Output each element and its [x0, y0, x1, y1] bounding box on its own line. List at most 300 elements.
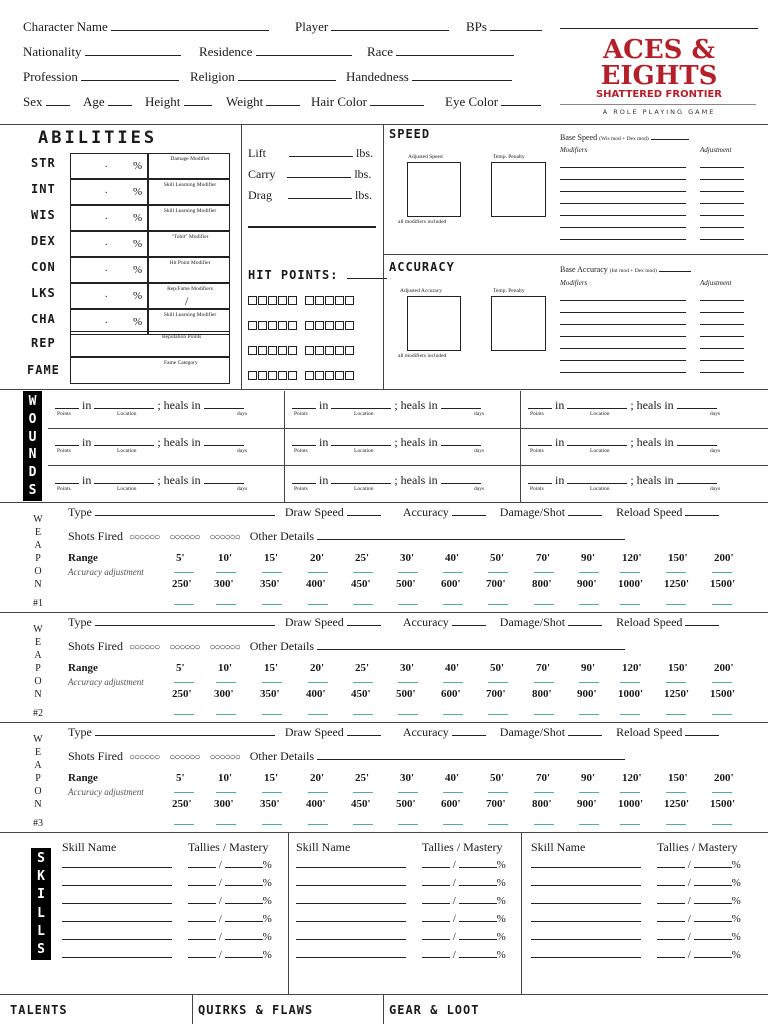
range-adjust-blank[interactable] — [666, 572, 686, 573]
range-adjust-blank[interactable] — [443, 572, 463, 573]
range-adjust-blank[interactable] — [308, 714, 328, 715]
range-adjust-blank[interactable] — [579, 604, 599, 605]
range-adjust-blank[interactable] — [216, 824, 236, 825]
range-adjust-blank[interactable] — [666, 824, 686, 825]
adjustment-line[interactable] — [700, 372, 744, 373]
sex-field[interactable] — [23, 94, 70, 110]
section-divider — [0, 832, 768, 833]
skill-slash: / — [687, 877, 691, 889]
decimal-point: . — [105, 237, 108, 248]
lift-field[interactable] — [248, 146, 373, 161]
weight-label: Weight — [226, 94, 264, 109]
shots-fired-circles[interactable]: ○○○○○○ — [169, 532, 200, 543]
game-logo — [560, 14, 758, 116]
weapon-letter: E — [34, 747, 42, 758]
handedness-field[interactable] — [346, 69, 512, 85]
hit-point-checkbox[interactable] — [258, 346, 267, 355]
modifier-line[interactable] — [560, 300, 686, 301]
column-divider — [284, 391, 285, 502]
range-adjust-blank[interactable] — [353, 572, 373, 573]
weapon-letter: P — [35, 773, 41, 784]
weapon-accuracy-label: Accuracy — [402, 725, 449, 739]
range-adjust-blank[interactable] — [353, 682, 373, 683]
range-adjust-blank[interactable] — [666, 682, 686, 683]
section-divider — [0, 502, 768, 503]
range-adjust-blank[interactable] — [398, 682, 418, 683]
range-adjust-blank[interactable] — [534, 824, 554, 825]
ability-modifier-box[interactable] — [148, 283, 230, 309]
weapon-side-label — [33, 513, 43, 610]
base-speed-field[interactable] — [560, 133, 689, 142]
range-adjust-blank[interactable] — [579, 792, 599, 793]
speed-modifiers-header: Modifiers — [560, 146, 588, 154]
ability-percent: % — [133, 238, 143, 250]
skill-row[interactable] — [531, 875, 741, 889]
ability-modifier-box[interactable] — [148, 179, 230, 205]
hit-point-checkbox[interactable] — [268, 346, 277, 355]
range-adjust-blank[interactable] — [308, 604, 328, 605]
weapon-letter: E — [34, 637, 42, 648]
skill-row[interactable] — [62, 947, 272, 961]
ability-score-box[interactable] — [70, 179, 148, 205]
adjustment-line[interactable] — [700, 348, 744, 349]
range-adjust-blank[interactable] — [620, 824, 640, 825]
skill-percent: % — [496, 877, 506, 889]
range-adjust-blank[interactable] — [534, 714, 554, 715]
weight-field[interactable] — [226, 94, 300, 110]
range-adjust-blank[interactable] — [712, 682, 732, 683]
nationality-field[interactable] — [23, 44, 181, 60]
hit-point-checkbox[interactable] — [288, 346, 297, 355]
column-divider — [520, 391, 521, 502]
ability-percent: % — [133, 160, 143, 172]
sidebar-letter: O — [28, 411, 37, 427]
ability-modifier-box[interactable] — [148, 153, 230, 179]
speed-temp-penalty-box[interactable] — [491, 162, 546, 217]
modifier-line[interactable] — [560, 360, 686, 361]
hit-point-checkbox[interactable] — [305, 346, 314, 355]
tallies-mastery-header: Tallies / Mastery — [657, 840, 738, 854]
sex-label: Sex — [23, 94, 43, 109]
hit-point-checkbox[interactable] — [268, 371, 277, 380]
range-value: 120' — [622, 662, 642, 674]
hit-point-checkbox[interactable] — [345, 346, 354, 355]
profession-field[interactable] — [23, 69, 179, 85]
shots-fired-circles[interactable]: ○○○○○○ — [209, 752, 240, 763]
hit-point-checkbox[interactable] — [278, 346, 287, 355]
hit-point-checkbox[interactable] — [335, 321, 344, 330]
race-field[interactable] — [367, 44, 514, 60]
column-divider — [521, 832, 522, 994]
range-value: 10' — [218, 662, 233, 674]
adjustment-line[interactable] — [700, 167, 744, 168]
ability-score-box[interactable] — [70, 257, 148, 283]
adjusted-accuracy-box[interactable] — [407, 296, 461, 351]
wound-entry[interactable] — [528, 398, 748, 426]
modifier-line[interactable] — [560, 179, 686, 180]
weapon-stats-row — [68, 505, 719, 520]
ability-score-box[interactable] — [70, 205, 148, 231]
hit-point-checkbox[interactable] — [345, 296, 354, 305]
range-adjust-blank[interactable] — [534, 792, 554, 793]
modifier-line[interactable] — [560, 203, 686, 204]
range-adjust-blank[interactable] — [666, 604, 686, 605]
shots-fired-circles[interactable]: ○○○○○○ — [209, 642, 240, 653]
hit-point-checkbox[interactable] — [288, 371, 297, 380]
hit-point-checkbox[interactable] — [248, 296, 257, 305]
skill-row[interactable] — [62, 875, 272, 889]
hit-point-checkbox[interactable] — [315, 296, 324, 305]
weapon-side-label — [33, 733, 43, 830]
range-adjust-blank[interactable] — [666, 792, 686, 793]
range-adjust-blank[interactable] — [174, 572, 194, 573]
base-accuracy-label: Base Accuracy — [560, 265, 608, 274]
range-adjust-blank[interactable] — [443, 714, 463, 715]
range-adjust-blank[interactable] — [620, 714, 640, 715]
wound-entry[interactable] — [292, 398, 512, 426]
range-adjust-blank[interactable] — [488, 792, 508, 793]
skill-row[interactable] — [62, 857, 272, 871]
range-adjust-blank[interactable] — [262, 604, 282, 605]
skill-row[interactable] — [531, 929, 741, 943]
hit-point-checkbox[interactable] — [258, 296, 267, 305]
range-value: 400' — [306, 688, 326, 700]
ability-modifier-box[interactable] — [148, 257, 230, 283]
hit-point-group — [248, 294, 298, 308]
range-adjust-blank[interactable] — [579, 682, 599, 683]
range-adjust-blank[interactable] — [712, 604, 732, 605]
range-adjust-blank[interactable] — [174, 714, 194, 715]
range-adjust-blank[interactable] — [712, 714, 732, 715]
hit-point-checkbox[interactable] — [288, 321, 297, 330]
quirks-flaws-title: QUIRKS & FLAWS — [198, 1003, 314, 1017]
weapon-stats-row — [68, 615, 719, 630]
modifier-line[interactable] — [560, 167, 686, 168]
range-adjust-blank[interactable] — [488, 682, 508, 683]
bps-field[interactable] — [466, 19, 542, 35]
range-adjust-blank[interactable] — [534, 572, 554, 573]
hit-point-checkbox[interactable] — [288, 296, 297, 305]
skill-slash: / — [218, 949, 222, 961]
wound-entry[interactable] — [528, 473, 748, 501]
adjusted-speed-label: Adjusted Speed — [408, 154, 443, 160]
religion-field[interactable] — [190, 69, 336, 85]
range-adjust-blank[interactable] — [443, 792, 463, 793]
skill-percent: % — [496, 895, 506, 907]
player-field[interactable] — [295, 19, 449, 35]
ability-modifier-label: Skill Learning Modifier — [163, 182, 217, 188]
speed-temp-penalty-label: Temp. Penalty — [493, 154, 525, 160]
modifier-line[interactable] — [560, 372, 686, 373]
modifier-line[interactable] — [560, 227, 686, 228]
skill-slash: / — [452, 931, 456, 943]
adjustment-line[interactable] — [700, 239, 744, 240]
row-divider — [48, 465, 768, 466]
other-details-label: Other Details — [249, 639, 315, 653]
hit-point-checkbox[interactable] — [258, 321, 267, 330]
sidebar-letter: I — [37, 887, 45, 903]
height-field[interactable] — [145, 94, 212, 110]
range-adjust-blank[interactable] — [534, 604, 554, 605]
hit-point-checkbox[interactable] — [268, 321, 277, 330]
hit-point-checkbox[interactable] — [305, 371, 314, 380]
shots-fired-circles[interactable]: ○○○○○○ — [129, 642, 160, 653]
skill-row[interactable] — [296, 875, 506, 889]
range-adjust-blank[interactable] — [308, 572, 328, 573]
range-adjust-blank[interactable] — [579, 824, 599, 825]
height-label: Height — [145, 94, 181, 109]
wound-heals-label: ; heals in — [157, 435, 201, 449]
wound-entry[interactable] — [55, 473, 275, 501]
range-adjust-blank[interactable] — [262, 824, 282, 825]
adjustment-line[interactable] — [700, 227, 744, 228]
range-adjust-blank[interactable] — [620, 572, 640, 573]
range-adjust-blank[interactable] — [262, 572, 282, 573]
range-adjust-blank[interactable] — [308, 682, 328, 683]
section-divider — [383, 254, 768, 255]
range-adjust-blank[interactable] — [262, 682, 282, 683]
range-adjust-blank[interactable] — [216, 792, 236, 793]
hit-point-row — [248, 344, 355, 359]
ability-score-box[interactable] — [70, 153, 148, 179]
skill-percent: % — [262, 859, 272, 871]
skill-slash: / — [452, 913, 456, 925]
range-adjust-blank[interactable] — [398, 792, 418, 793]
modifier-line[interactable] — [560, 324, 686, 325]
ability-score-box[interactable] — [70, 283, 148, 309]
range-value: 1250' — [664, 798, 690, 810]
hit-point-checkbox[interactable] — [248, 371, 257, 380]
hit-points-field[interactable] — [248, 268, 387, 282]
range-adjust-blank[interactable] — [398, 824, 418, 825]
range-adjust-blank[interactable] — [620, 604, 640, 605]
ability-modifier-box[interactable] — [148, 231, 230, 257]
ability-percent: % — [133, 264, 143, 276]
hit-point-checkbox[interactable] — [325, 296, 334, 305]
range-value: 300' — [214, 798, 234, 810]
range-adjust-blank[interactable] — [353, 604, 373, 605]
range-value: 120' — [622, 772, 642, 784]
adjusted-speed-box[interactable] — [407, 162, 461, 217]
adjustment-line[interactable] — [700, 324, 744, 325]
weapon-number: #2 — [33, 708, 43, 719]
adjustment-line[interactable] — [700, 360, 744, 361]
shots-fired-circles[interactable]: ○○○○○○ — [129, 532, 160, 543]
range-adjust-blank[interactable] — [353, 824, 373, 825]
adjustment-line[interactable] — [700, 191, 744, 192]
character-name-field[interactable] — [23, 19, 269, 35]
hair-color-field[interactable] — [311, 94, 424, 110]
hit-point-checkbox[interactable] — [248, 321, 257, 330]
adjustment-line[interactable] — [700, 215, 744, 216]
range-value: 800' — [532, 688, 552, 700]
skill-row[interactable] — [296, 929, 506, 943]
wound-entry[interactable] — [292, 435, 512, 463]
range-adjust-blank[interactable] — [488, 572, 508, 573]
modifier-line[interactable] — [560, 191, 686, 192]
hit-point-checkbox[interactable] — [335, 371, 344, 380]
range-value: 150' — [668, 772, 688, 784]
range-adjust-blank[interactable] — [216, 572, 236, 573]
shots-fired-circles[interactable]: ○○○○○○ — [129, 752, 160, 763]
range-adjust-blank[interactable] — [443, 604, 463, 605]
ability-score-box[interactable] — [70, 231, 148, 257]
drag-field[interactable] — [248, 188, 372, 203]
hit-point-checkbox[interactable] — [305, 321, 314, 330]
skill-row[interactable] — [62, 911, 272, 925]
range-adjust-blank[interactable] — [216, 714, 236, 715]
weapon-block — [0, 505, 768, 613]
range-adjust-blank[interactable] — [308, 824, 328, 825]
wound-location-label: Location — [117, 486, 137, 492]
skill-percent: % — [731, 895, 741, 907]
range-adjust-blank[interactable] — [174, 792, 194, 793]
range-adjust-blank[interactable] — [174, 824, 194, 825]
range-adjust-blank[interactable] — [353, 714, 373, 715]
accuracy-note: all modifiers included — [398, 353, 447, 359]
modifier-line[interactable] — [560, 215, 686, 216]
range-adjust-blank[interactable] — [216, 604, 236, 605]
range-adjust-blank[interactable] — [308, 792, 328, 793]
range-value: 20' — [310, 552, 325, 564]
skill-row[interactable] — [296, 893, 506, 907]
range-adjust-blank[interactable] — [262, 714, 282, 715]
hit-point-checkbox[interactable] — [305, 296, 314, 305]
skill-percent: % — [731, 859, 741, 871]
wound-entry[interactable] — [55, 398, 275, 426]
hit-point-checkbox[interactable] — [278, 321, 287, 330]
range-adjust-blank[interactable] — [620, 792, 640, 793]
wound-entry[interactable] — [55, 435, 275, 463]
range-adjust-blank[interactable] — [216, 682, 236, 683]
carry-field[interactable] — [248, 167, 371, 182]
hit-point-checkbox[interactable] — [315, 321, 324, 330]
abilities-title: ABILITIES — [38, 128, 158, 148]
reputation-box[interactable] — [70, 331, 230, 357]
hit-point-checkbox[interactable] — [315, 346, 324, 355]
hit-point-checkbox[interactable] — [278, 296, 287, 305]
shots-fired-circles[interactable]: ○○○○○○ — [169, 752, 200, 763]
range-adjust-blank[interactable] — [398, 604, 418, 605]
range-adjust-blank[interactable] — [174, 682, 194, 683]
hit-point-checkbox[interactable] — [335, 296, 344, 305]
range-value: 350' — [260, 798, 280, 810]
range-adjust-blank[interactable] — [443, 682, 463, 683]
adjustment-line[interactable] — [700, 336, 744, 337]
range-adjust-blank[interactable] — [579, 572, 599, 573]
hit-point-checkbox[interactable] — [278, 371, 287, 380]
modifier-line[interactable] — [560, 348, 686, 349]
weapon-letter: N — [34, 689, 42, 700]
ability-percent: % — [133, 290, 143, 302]
weapon-type-label: Type — [68, 725, 92, 739]
fame-box[interactable] — [70, 357, 230, 384]
modifier-line[interactable] — [560, 239, 686, 240]
residence-field[interactable] — [199, 44, 352, 60]
hit-point-checkbox[interactable] — [268, 296, 277, 305]
wound-entry[interactable] — [292, 473, 512, 501]
shots-fired-label: Shots Fired — [68, 639, 124, 653]
wound-entry[interactable] — [528, 435, 748, 463]
base-accuracy-field[interactable] — [560, 265, 691, 274]
modifier-line[interactable] — [560, 312, 686, 313]
accuracy-temp-penalty-box[interactable] — [491, 296, 546, 351]
section-divider — [0, 389, 768, 390]
adjustment-line[interactable] — [700, 203, 744, 204]
shots-fired-circles[interactable]: ○○○○○○ — [169, 642, 200, 653]
hit-point-checkbox[interactable] — [258, 371, 267, 380]
range-adjust-blank[interactable] — [534, 682, 554, 683]
range-adjust-blank[interactable] — [620, 682, 640, 683]
range-adjust-blank[interactable] — [712, 792, 732, 793]
skill-row[interactable] — [296, 947, 506, 961]
hit-point-checkbox[interactable] — [335, 346, 344, 355]
ability-modifier-box[interactable] — [148, 205, 230, 231]
hit-point-row — [248, 294, 355, 309]
accuracy-adjustment-label: Accuracy adjustment — [68, 677, 144, 687]
wound-days-label: days — [474, 411, 485, 417]
adjustment-line[interactable] — [700, 300, 744, 301]
hit-point-checkbox[interactable] — [325, 371, 334, 380]
wound-days-label: days — [474, 448, 485, 454]
weapon-letter: P — [35, 663, 41, 674]
skill-row[interactable] — [62, 929, 272, 943]
range-adjust-blank[interactable] — [262, 792, 282, 793]
hit-point-checkbox[interactable] — [248, 346, 257, 355]
ability-modifier-label: Rep/Fame Modifiers — [167, 286, 213, 292]
modifier-line[interactable] — [560, 336, 686, 337]
skill-row[interactable] — [531, 911, 741, 925]
range-adjust-blank[interactable] — [398, 572, 418, 573]
skill-row[interactable] — [296, 857, 506, 871]
hit-point-checkbox[interactable] — [345, 321, 354, 330]
shots-fired-circles[interactable]: ○○○○○○ — [209, 532, 240, 543]
skill-slash: / — [452, 895, 456, 907]
ability-abbr: CON — [31, 260, 56, 274]
age-field[interactable] — [83, 94, 132, 110]
skill-row[interactable] — [62, 893, 272, 907]
range-value: 450' — [351, 578, 371, 590]
skill-row[interactable] — [531, 893, 741, 907]
range-adjust-blank[interactable] — [579, 714, 599, 715]
range-adjust-blank[interactable] — [443, 824, 463, 825]
range-adjust-blank[interactable] — [488, 824, 508, 825]
wound-days-label: days — [237, 486, 248, 492]
range-adjust-blank[interactable] — [712, 572, 732, 573]
skill-row[interactable] — [531, 947, 741, 961]
adjustment-line[interactable] — [700, 179, 744, 180]
adjustment-line[interactable] — [700, 312, 744, 313]
hit-point-checkbox[interactable] — [325, 321, 334, 330]
range-adjust-blank[interactable] — [712, 824, 732, 825]
fame-label: FAME — [27, 363, 60, 377]
hit-point-checkbox[interactable] — [345, 371, 354, 380]
range-adjust-blank[interactable] — [398, 714, 418, 715]
range-adjust-blank[interactable] — [353, 792, 373, 793]
damage-shot-label: Damage/Shot — [499, 505, 566, 519]
range-adjust-blank[interactable] — [666, 714, 686, 715]
skill-row[interactable] — [296, 911, 506, 925]
eye-color-field[interactable] — [445, 94, 541, 110]
hit-point-checkbox[interactable] — [325, 346, 334, 355]
range-adjust-blank[interactable] — [488, 714, 508, 715]
section-divider — [0, 994, 768, 995]
wound-points-label: Points — [294, 448, 308, 454]
skill-row[interactable] — [531, 857, 741, 871]
hit-point-checkbox[interactable] — [315, 371, 324, 380]
range-adjust-blank[interactable] — [488, 604, 508, 605]
range-adjust-blank[interactable] — [174, 604, 194, 605]
